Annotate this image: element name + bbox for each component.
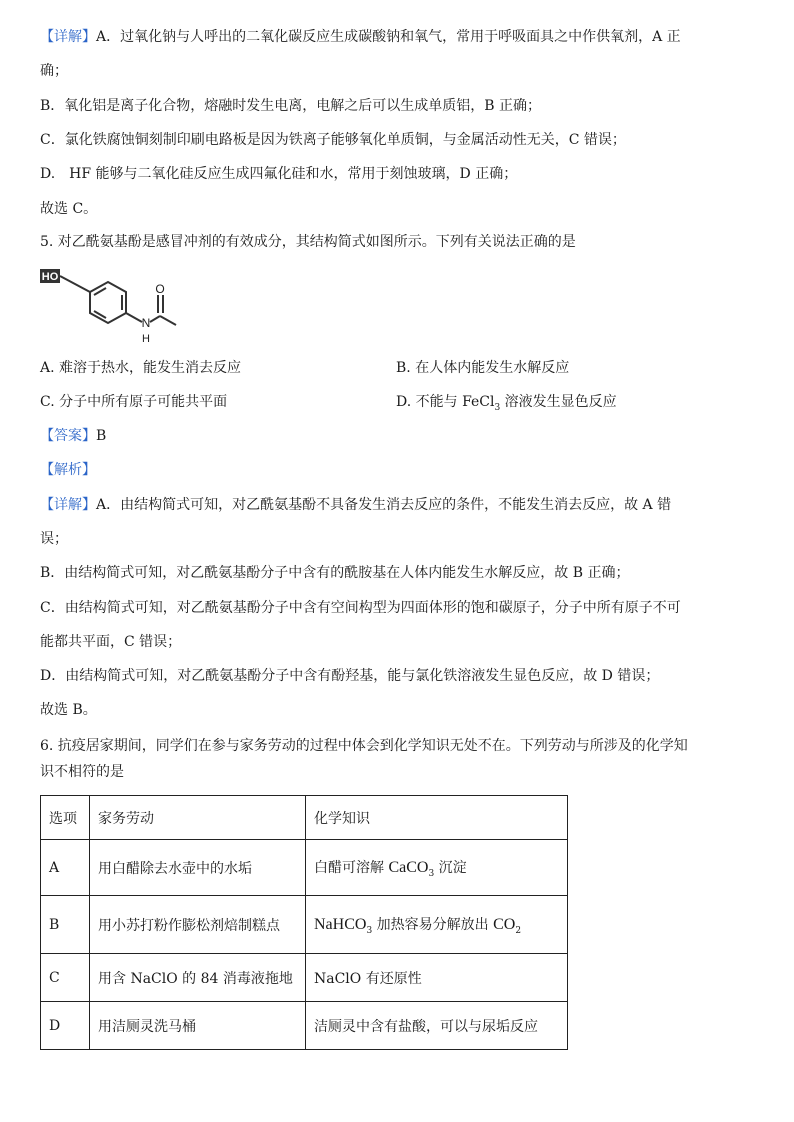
n-carbonyl-bond	[150, 316, 160, 322]
table-row	[41, 954, 568, 1002]
row-labor: 用小苏打粉作膨松剂焙制糕点	[90, 896, 306, 954]
q4-detail-line2: 确；	[40, 63, 68, 79]
o-label: O	[155, 282, 165, 296]
q6-table	[40, 795, 568, 1050]
benzene-ring	[90, 282, 126, 323]
detail-tag: 【详解】	[40, 497, 96, 513]
q5-detail-a2: 误；	[40, 531, 68, 547]
row-labor: 用白醋除去水壶中的水垢	[90, 840, 306, 896]
ho-label: HO	[41, 271, 59, 283]
row-labor: 用含 NaClO 的 84 消毒液拖地	[90, 954, 306, 1002]
q6-stem-line2: 识不相符的是	[40, 764, 124, 780]
header-knowledge: 化学知识	[306, 796, 568, 840]
q5-option-a: A. 难溶于热水，能发生消去反应	[40, 360, 242, 376]
q4-option-c-explanation: C．氯化铁腐蚀铜刻制印刷电路板是因为铁离子能够氧化单质铜，与金属活动性无关，C 错误；	[40, 132, 626, 148]
row-knowledge: 洁厕灵中含有盐酸，可以与尿垢反应	[306, 1002, 568, 1050]
q5-conclusion: 故选 B。	[40, 702, 97, 718]
q6-stem-line1: 6. 抗疫居家期间，同学们在参与家务劳动的过程中体会到化学知识无处不在。下列劳动与所涉及的化学知	[40, 738, 688, 754]
acetaminophen-structure-image	[40, 262, 190, 348]
q5-option-b: B. 在人体内能发生水解反应	[396, 360, 570, 376]
answer-value: B	[96, 428, 107, 444]
row-knowledge: NaHCO$_3$ 加热容易分解放出 $CO_2$	[306, 896, 568, 954]
row-option: D	[41, 1002, 90, 1050]
q4-conclusion: 故选 C。	[40, 201, 98, 217]
q5-option-d: D. 不能与 FeCl$_3$ 溶液发生显色反应	[396, 394, 617, 413]
table-header-row	[41, 796, 568, 840]
table-row	[41, 840, 568, 896]
methyl-bond	[160, 316, 176, 325]
q5-detail-d: D．由结构简式可知，对乙酰氨基酚分子中含有酚羟基，能与氯化铁溶液发生显色反应，故 D 错误；	[40, 668, 660, 684]
row-option: B	[41, 896, 90, 954]
q5-detail-c2: 能都共平面，C 错误；	[40, 634, 182, 650]
answer-tag: 【答案】	[40, 428, 96, 444]
q5-stem: 5. 对乙酰氨基酚是感冒冲剂的有效成分，其结构简式如图所示。下列有关说法正确的是	[40, 234, 576, 250]
detail-tag: 【详解】	[40, 29, 96, 45]
table-row	[41, 896, 568, 954]
q5-analysis-tag: 【解析】	[40, 462, 96, 478]
table-row	[41, 1002, 568, 1050]
header-labor: 家务劳动	[90, 796, 306, 840]
q4-option-d-explanation: D. HF 能够与二氧化硅反应生成四氟化硅和水，常用于刻蚀玻璃，D 正确；	[40, 166, 518, 182]
row-option: A	[41, 840, 90, 896]
ring-n-bond	[126, 313, 142, 322]
q4-detail-line1: 【详解】A．过氧化钠与人呼出的二氧化碳反应生成碳酸钠和氧气，常用于呼吸面具之中作供氧剂，A 正	[40, 29, 681, 45]
q5-detail-b: B．由结构简式可知，对乙酰氨基酚分子中含有的酰胺基在人体内能发生水解反应，故 B 正确；	[40, 565, 630, 581]
row-knowledge: NaClO 有还原性	[306, 954, 568, 1002]
n-label: N	[141, 316, 151, 330]
row-knowledge: 白醋可溶解 CaCO$_3$ 沉淀	[306, 840, 568, 896]
row-option: C	[41, 954, 90, 1002]
ho-bond	[60, 276, 90, 292]
row-labor: 用洁厕灵洗马桶	[90, 1002, 306, 1050]
q4-option-b-explanation: B．氧化铝是离子化合物，熔融时发生电离，电解之后可以生成单质铝，B 正确；	[40, 98, 542, 114]
q5-detail-c1: C．由结构简式可知，对乙酰氨基酚分子中含有空间构型为四面体形的饱和碳原子，分子中所有原子不可	[40, 600, 681, 616]
h-label: H	[142, 333, 150, 345]
q5-answer	[40, 426, 106, 446]
q5-option-c: C. 分子中所有原子可能共平面	[40, 394, 228, 410]
header-option: 选项	[41, 796, 90, 840]
q5-detail-a1: 【详解】A．由结构简式可知，对乙酰氨基酚不具备发生消去反应的条件，不能发生消去反应，故 A 错	[40, 497, 672, 513]
